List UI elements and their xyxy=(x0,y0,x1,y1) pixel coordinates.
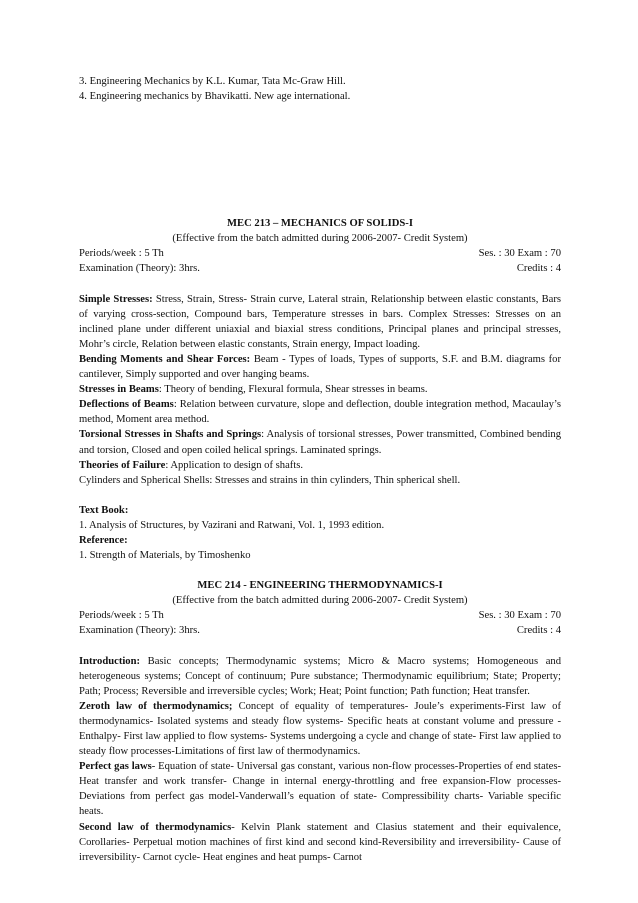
ses-exam: Ses. : 30 Exam : 70 xyxy=(478,610,561,622)
topic-paragraph: Perfect gas laws- Equation of state- Universal gas constant, various non-flow processes-Properties of end states- Heat transfer and work transfer- Change in internal energy-throttling and free expansion-Flow processes- Deviations from perfect gas model-Vanderwall’s equation of state- Compressibility charts- Variable specific heats. xyxy=(79,761,561,818)
course-title: MEC 213 – MECHANICS OF SOLIDS-I xyxy=(227,218,413,230)
topic-paragraph: Deflections of Beams: Relation between curvature, slope and deflection, double integration method, Macaulay’s method, Moment area method. xyxy=(79,399,561,426)
syllabus-topics xyxy=(79,292,561,488)
syllabus-topics xyxy=(79,654,561,865)
topic-paragraph: Second law of thermodynamics- Kelvin Plank statement and Clasius statement and their equivalence, Corollaries- Perpetual motion machines of first kind and second kind-Reversibility and irreversibility- Cause of irreversibility- Carnot cycle- Heat engines and heat pumps- Carnot xyxy=(79,821,562,863)
reference-item: 1. Strength of Materials, by Timoshenko xyxy=(79,550,251,562)
credits: Credits : 4 xyxy=(516,625,561,637)
course-mec213 xyxy=(79,216,561,563)
reference-item: 3. Engineering Mechanics by K.L. Kumar, Tata Mc-Graw Hill. xyxy=(79,76,346,87)
reference-label: Reference: xyxy=(79,534,128,546)
topic-paragraph: Zeroth law of thermodynamics; Concept of equality of temperatures- Joule’s experiments-First law of thermodynamics- Isolated systems and steady flow systems- Specific heats at constant volume and pressure - Enthalpy- First law applied to flow systems- Systems undergoing a cycle and change of state- First law applied to steady flow processes-Limitations of first law of thermodynamics. xyxy=(79,700,561,758)
examination-duration: Examination (Theory): 3hrs. xyxy=(79,263,200,275)
credits: Credits : 4 xyxy=(516,263,561,275)
topic-paragraph: Stresses in Beams: Theory of bending, Flexural formula, Shear stresses in beams. xyxy=(79,384,428,396)
course-effective: (Effective from the batch admitted during 2006-2007- Credit System) xyxy=(172,233,468,245)
textbook-label: Text Book: xyxy=(79,504,129,516)
topic-paragraph: Theories of Failure: Application to design of shafts. xyxy=(79,459,304,471)
topic-paragraph: Bending Moments and Shear Forces: Beam - Types of loads, Types of supports, S.F. and B.M. diagrams for cantilever, Simply supported and over hanging beams. xyxy=(79,353,561,381)
topic-paragraph: Introduction: Basic concepts; Thermodynamic systems; Micro & Macro systems; Homogeneous and heterogeneous systems; Concept of continuum; Pure substance; Thermodynamic equilibrium; State; Property; Path; Process; Reversible and irreversible cycles; Work; Heat; Point function; Path function; Heat transfer. xyxy=(79,655,561,697)
ses-exam: Ses. : 30 Exam : 70 xyxy=(478,248,561,260)
topic-paragraph: Cylinders and Spherical Shells: Stresses and strains in thin cylinders, Thin spherical shell. xyxy=(79,474,461,486)
topic-paragraph: Torsional Stresses in Shafts and Springs: Analysis of torsional stresses, Power transmitted, Combined bending and torsion, Closed and open coiled helical springs. Laminated springs. xyxy=(79,429,561,456)
reference-item: 4. Engineering mechanics by Bhavikatti. New age international. xyxy=(79,91,351,103)
document-page xyxy=(79,74,561,865)
textbook-item: 1. Analysis of Structures, by Vazirani and Ratwani, Vol. 1, 1993 edition. xyxy=(79,519,385,531)
course-effective: (Effective from the batch admitted during 2006-2007- Credit System) xyxy=(172,595,468,607)
examination-duration: Examination (Theory): 3hrs. xyxy=(79,625,200,637)
topic-paragraph: Simple Stresses: Stress, Strain, Stress- Strain curve, Lateral strain, Relationship between elastic constants, Bars of varying cross-section, Compound bars, Temperature stresses in bars. Complex Stresses: Stresses on an inclined plane under different uniaxial and biaxial stress conditions, Principal planes and principal stresses, Mohr’s circle, Relation between elastic constants, Strain energy, Impact loading. xyxy=(79,293,561,350)
periods-week: Periods/week : 5 Th xyxy=(79,248,164,260)
course-mec214 xyxy=(79,578,561,865)
periods-week: Periods/week : 5 Th xyxy=(79,610,164,622)
references-top xyxy=(79,74,561,104)
course-title: MEC 214 - ENGINEERING THERMODYNAMICS-I xyxy=(197,580,443,592)
